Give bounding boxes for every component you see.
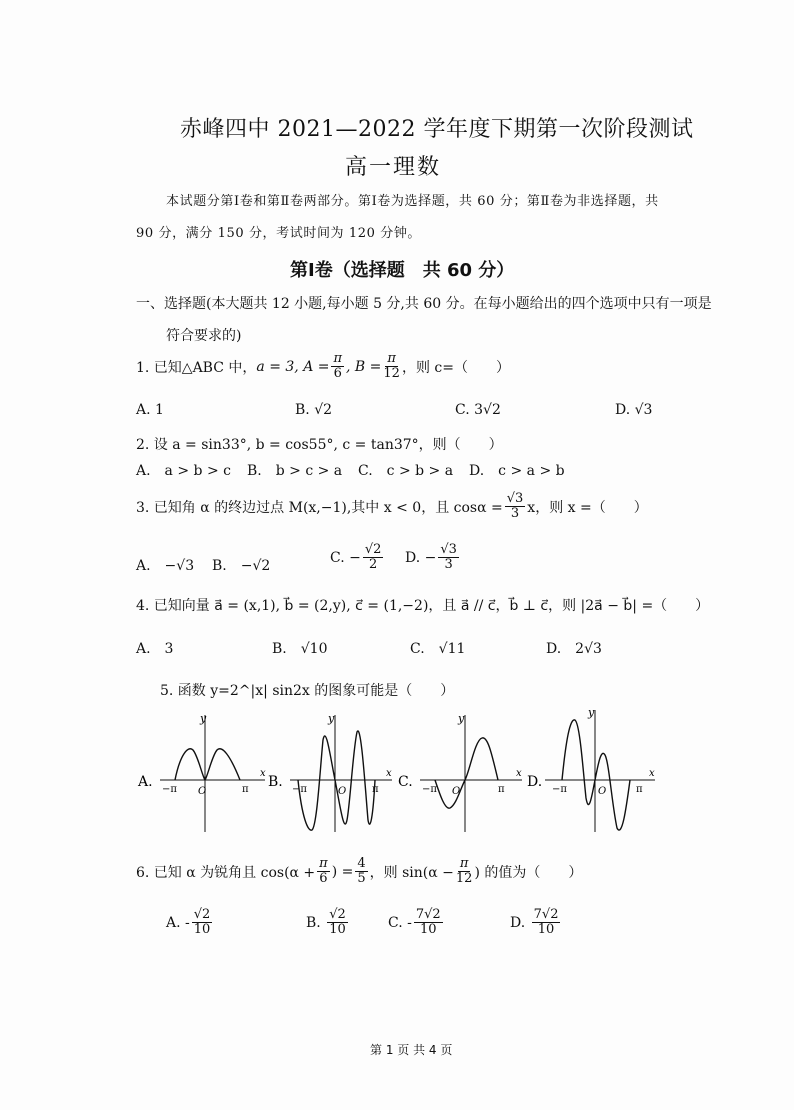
q2-option-b: B. b > c > a [247,463,343,479]
graph-option-b [268,712,392,832]
intro-line-1: 本试题分第Ⅰ卷和第Ⅱ卷两部分。第Ⅰ卷为选择题，共 60 分；第Ⅱ卷为非选择题，共 [166,194,659,209]
q3-text-post: x，则 x =（ ） [527,499,648,516]
q6-text-mid: ) = [331,863,354,880]
svg-text:x: x [516,768,522,779]
svg-text:−π: −π [162,784,177,795]
svg-text:O: O [338,786,347,797]
q6-option-b: B. $\frac{√2}{10}$ [306,907,346,938]
q6-option-d: D. $\frac{7√2}{10}$ [510,907,559,938]
question-1-stem [136,352,510,382]
svg-text:−π: −π [292,784,307,795]
q4-option-d: D. 2√3 [546,641,602,657]
question-6-stem [136,857,582,887]
svg-text:−π: −π [422,784,437,795]
q3-text-pre: 3. 已知角 α 的终边过点 M(x,−1),其中 x < 0，且 cosα = [136,499,503,516]
q6-text-post: ) 的值为（ ） [474,864,583,881]
q3-option-a: A. −√3 [136,558,195,574]
q4-option-b: B. √10 [272,641,328,657]
q2-option-d: D. c > a > b [469,463,565,479]
q1-option-b: B. √2 [295,402,333,418]
question-2-stem: 2. 设 a = sin33°, b = cos55°, c = tan37°，则（ ） [136,437,503,453]
question-4-stem: 4. 已知向量 a⃗ = (x,1), b⃗ = (2,y), c⃗ = (1,−2)，且 a⃗ // c⃗，b⃗ ⊥ c⃗，则 |2a⃗ − b⃗| =（ ） [136,598,710,614]
svg-text:x: x [386,768,392,779]
question-5-stem: 5. 函数 y=2^|x| sin2x 的图象可能是（ ） [160,683,455,699]
q5-graphs [130,700,670,840]
q1-math-2: , B = [346,358,382,375]
q6-text-pre: 6. 已知 α 为锐角且 cos(α + [136,864,316,881]
q1-option-a: A. 1 [136,402,164,418]
question-3-stem [136,492,648,522]
q3-option-b: B. −√2 [212,558,271,574]
svg-text:y: y [200,712,207,725]
exam-title: 赤峰四中 2021—2022 学年度下期第一次阶段测试 [180,117,694,142]
q3-option-c: C. − $\frac{√2}{2}$ [330,542,382,573]
page-number: 第 1 页 共 4 页 [370,1043,453,1057]
section-title: 第Ⅰ卷（选择题 共 60 分） [290,260,515,281]
instruction-line-2: 符合要求的) [166,328,242,344]
graph-option-d [527,706,655,832]
svg-text:π: π [372,784,379,795]
svg-text:y: y [458,712,465,725]
graph-option-a [137,712,266,832]
q1-fraction-a: $\frac{\pi}{6}$ [333,351,343,382]
svg-text:π: π [242,784,249,795]
q1-fraction-b: $\frac{\pi}{12}$ [383,351,400,382]
q2-option-c: C. c > b > a [358,463,454,479]
q3-fraction: $\frac{√3}{3}$ [506,491,524,522]
q6-fraction-2: $\frac{4}{5}$ [357,856,366,887]
svg-text:y: y [588,706,595,719]
svg-text:π: π [498,784,505,795]
svg-text:C.: C. [398,774,413,790]
q2-option-a: A. a > b > c [136,463,231,479]
instruction-line-1: 一、选择题(本大题共 12 小题,每小题 5 分,共 60 分。在每小题给出的四个选项中只有一项是 [136,296,712,312]
q4-option-a: A. 3 [136,641,174,657]
q6-fraction-3: $\frac{\pi}{12}$ [455,856,473,887]
q1-text-post: ，则 c=（ ） [401,359,510,376]
svg-text:x: x [649,768,655,779]
svg-text:A.: A. [138,774,153,790]
svg-text:π: π [636,784,643,795]
q4-option-c: C. √11 [410,641,466,657]
svg-text:O: O [452,786,461,797]
q1-text-pre: 1. 已知△ABC 中， [136,359,257,376]
q6-option-a: A. - $\frac{√2}{10}$ [166,907,211,938]
exam-subtitle: 高一理数 [345,155,442,180]
intro-line-2: 90 分，满分 150 分，考试时间为 120 分钟。 [136,226,422,241]
q6-option-c: C. - $\frac{7√2}{10}$ [388,907,441,938]
svg-text:y: y [328,712,335,725]
svg-text:x: x [260,768,266,779]
q1-option-d: D. √3 [615,402,653,418]
svg-text:D.: D. [527,774,543,790]
q3-option-d: D. − $\frac{√3}{3}$ [405,542,457,573]
q1-option-c: C. 3√2 [455,402,501,418]
graph-option-c [398,712,522,832]
svg-text:O: O [198,786,207,797]
svg-text:B.: B. [268,774,283,790]
q1-math-1: a = 3, A = [256,358,330,375]
q6-fraction-1: $\frac{\pi}{6}$ [319,856,328,887]
svg-text:−π: −π [552,784,567,795]
q6-text-mid2: ，则 sin(α − [369,864,454,881]
svg-text:O: O [598,786,607,797]
